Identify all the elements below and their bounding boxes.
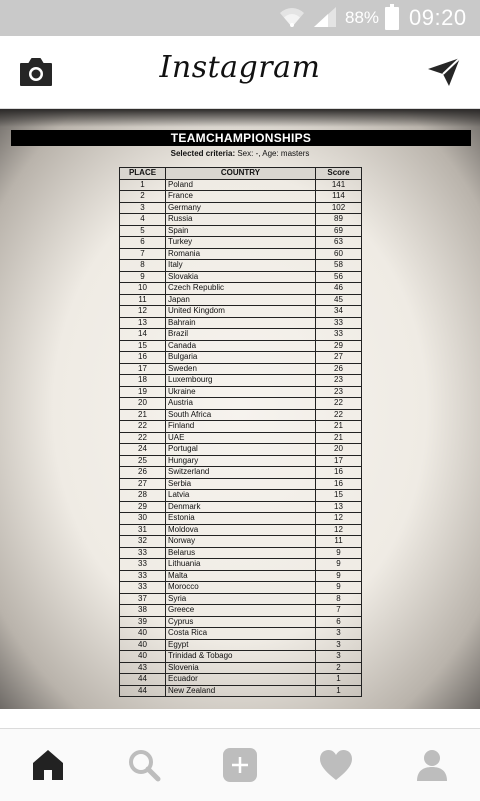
country-cell: Belarus [166,547,316,559]
table-row [120,536,362,548]
place-cell: 27 [120,478,166,490]
country-cell: Czech Republic [166,283,316,295]
score-cell: 2 [316,662,362,674]
table-row [120,455,362,467]
score-cell: 22 [316,409,362,421]
place-cell: 13 [120,317,166,329]
place-cell: 21 [120,409,166,421]
score-cell: 21 [316,421,362,433]
place-cell: 29 [120,501,166,513]
score-cell: 16 [316,478,362,490]
table-row [120,501,362,513]
country-cell: Morocco [166,582,316,594]
country-cell: New Zealand [166,685,316,697]
score-cell: 21 [316,432,362,444]
country-cell: Denmark [166,501,316,513]
place-cell: 20 [120,398,166,410]
place-cell: 9 [120,271,166,283]
country-cell: Poland [166,179,316,191]
table-row [120,432,362,444]
country-cell: Austria [166,398,316,410]
country-cell: Portugal [166,444,316,456]
place-cell: 22 [120,421,166,433]
country-cell: Turkey [166,237,316,249]
column-header: COUNTRY [166,168,316,180]
score-cell: 29 [316,340,362,352]
place-cell: 17 [120,363,166,375]
table-row [120,248,362,260]
table-row [120,490,362,502]
table-row [120,340,362,352]
table-row [120,628,362,640]
place-cell: 15 [120,340,166,352]
table-row [120,352,362,364]
score-cell: 33 [316,317,362,329]
criteria-value: Sex: -, Age: masters [237,149,310,158]
table-row [120,513,362,525]
heart-icon[interactable] [318,747,354,783]
table-row [120,225,362,237]
results-table [119,167,362,697]
country-cell: Slovenia [166,662,316,674]
battery-percent: 88% [345,8,380,27]
instagram-logo: Instagram [159,50,321,85]
place-cell: 25 [120,455,166,467]
score-cell: 26 [316,363,362,375]
table-row [120,478,362,490]
place-cell: 33 [120,547,166,559]
score-cell: 23 [316,386,362,398]
country-cell: Moldova [166,524,316,536]
score-cell: 1 [316,674,362,686]
country-cell: Spain [166,225,316,237]
score-cell: 16 [316,467,362,479]
score-cell: 9 [316,582,362,594]
score-cell: 33 [316,329,362,341]
table-row [120,616,362,628]
score-cell: 46 [316,283,362,295]
table-row [120,179,362,191]
score-cell: 7 [316,605,362,617]
country-cell: Japan [166,294,316,306]
country-cell: United Kingdom [166,306,316,318]
bottom-nav [0,728,480,801]
country-cell: Bulgaria [166,352,316,364]
post-actions-strip [0,709,480,728]
country-cell: Italy [166,260,316,272]
country-cell: Latvia [166,490,316,502]
country-cell: Ecuador [166,674,316,686]
country-cell: Costa Rica [166,628,316,640]
table-row [120,421,362,433]
table-row [120,237,362,249]
place-cell: 44 [120,674,166,686]
place-cell: 32 [120,536,166,548]
country-cell: Hungary [166,455,316,467]
place-cell: 28 [120,490,166,502]
score-cell: 141 [316,179,362,191]
place-cell: 33 [120,582,166,594]
table-row [120,524,362,536]
country-cell: Slovakia [166,271,316,283]
place-cell: 5 [120,225,166,237]
place-cell: 6 [120,237,166,249]
table-row [120,191,362,203]
table-row [120,317,362,329]
place-cell: 44 [120,685,166,697]
table-row [120,271,362,283]
table-row [120,363,362,375]
score-cell: 27 [316,352,362,364]
place-cell: 14 [120,329,166,341]
table-row [120,329,362,341]
place-cell: 40 [120,651,166,663]
score-cell: 60 [316,248,362,260]
score-cell: 89 [316,214,362,226]
score-cell: 56 [316,271,362,283]
table-row [120,582,362,594]
country-cell: Ukraine [166,386,316,398]
score-cell: 20 [316,444,362,456]
country-cell: Romania [166,248,316,260]
country-cell: Norway [166,536,316,548]
score-cell: 15 [316,490,362,502]
score-cell: 9 [316,570,362,582]
column-header: PLACE [120,168,166,180]
country-cell: France [166,191,316,203]
table-row [120,467,362,479]
country-cell: Luxembourg [166,375,316,387]
score-cell: 9 [316,559,362,571]
country-cell: Cyprus [166,616,316,628]
score-cell: 45 [316,294,362,306]
table-row [120,570,362,582]
place-cell: 12 [120,306,166,318]
home-icon[interactable] [30,747,66,783]
place-cell: 43 [120,662,166,674]
score-cell: 1 [316,685,362,697]
table-row [120,386,362,398]
direct-send-icon[interactable] [426,56,462,88]
signal-icon [312,5,338,29]
country-cell: Sweden [166,363,316,375]
table-row [120,306,362,318]
country-cell: Switzerland [166,467,316,479]
country-cell: Finland [166,421,316,433]
app-header [0,36,480,109]
place-cell: 2 [120,191,166,203]
table-row [120,662,362,674]
table-row [120,605,362,617]
score-cell: 17 [316,455,362,467]
place-cell: 8 [120,260,166,272]
table-row [120,283,362,295]
table-row [120,375,362,387]
table-row [120,559,362,571]
place-cell: 16 [120,352,166,364]
wifi-icon [279,5,305,29]
place-cell: 30 [120,513,166,525]
score-cell: 9 [316,547,362,559]
country-cell: Germany [166,202,316,214]
status-bar [0,0,480,36]
place-cell: 22 [120,432,166,444]
score-cell: 102 [316,202,362,214]
document-title: TEAMCHAMPIONSHIPS [11,130,471,146]
place-cell: 38 [120,605,166,617]
score-cell: 3 [316,651,362,663]
selected-criteria [0,149,480,158]
score-cell: 6 [316,616,362,628]
score-cell: 11 [316,536,362,548]
place-cell: 37 [120,593,166,605]
place-cell: 11 [120,294,166,306]
table-row [120,409,362,421]
score-cell: 34 [316,306,362,318]
score-cell: 3 [316,639,362,651]
place-cell: 18 [120,375,166,387]
country-cell: Lithuania [166,559,316,571]
profile-icon[interactable] [414,747,450,783]
place-cell: 1 [120,179,166,191]
score-cell: 22 [316,398,362,410]
table-header-row [120,168,362,180]
table-row [120,547,362,559]
score-cell: 13 [316,501,362,513]
place-cell: 40 [120,639,166,651]
table-row [120,444,362,456]
place-cell: 7 [120,248,166,260]
place-cell: 40 [120,628,166,640]
place-cell: 33 [120,559,166,571]
table-row [120,202,362,214]
country-cell: Brazil [166,329,316,341]
country-cell: Bahrain [166,317,316,329]
score-cell: 12 [316,524,362,536]
score-cell: 12 [316,513,362,525]
table-row [120,685,362,697]
country-cell: Egypt [166,639,316,651]
search-icon[interactable] [126,747,162,783]
table-row [120,214,362,226]
score-cell: 23 [316,375,362,387]
country-cell: Russia [166,214,316,226]
battery-icon [385,7,399,30]
country-cell: Greece [166,605,316,617]
country-cell: Canada [166,340,316,352]
table-row [120,593,362,605]
clock: 09:20 [409,5,467,30]
column-header: Score [316,168,362,180]
criteria-label: Selected criteria: [170,149,236,158]
score-cell: 63 [316,237,362,249]
place-cell: 10 [120,283,166,295]
score-cell: 114 [316,191,362,203]
place-cell: 24 [120,444,166,456]
place-cell: 3 [120,202,166,214]
score-cell: 3 [316,628,362,640]
table-row [120,260,362,272]
score-cell: 58 [316,260,362,272]
country-cell: UAE [166,432,316,444]
place-cell: 33 [120,570,166,582]
score-cell: 8 [316,593,362,605]
country-cell: Syria [166,593,316,605]
add-post-icon[interactable] [222,747,258,783]
place-cell: 26 [120,467,166,479]
table-row [120,639,362,651]
country-cell: Estonia [166,513,316,525]
place-cell: 39 [120,616,166,628]
place-cell: 19 [120,386,166,398]
place-cell: 4 [120,214,166,226]
place-cell: 31 [120,524,166,536]
table-row [120,294,362,306]
table-row [120,398,362,410]
country-cell: Serbia [166,478,316,490]
country-cell: Trinidad & Tobago [166,651,316,663]
table-row [120,651,362,663]
country-cell: Malta [166,570,316,582]
country-cell: South Africa [166,409,316,421]
score-cell: 69 [316,225,362,237]
table-row [120,674,362,686]
post-image[interactable] [0,109,480,709]
